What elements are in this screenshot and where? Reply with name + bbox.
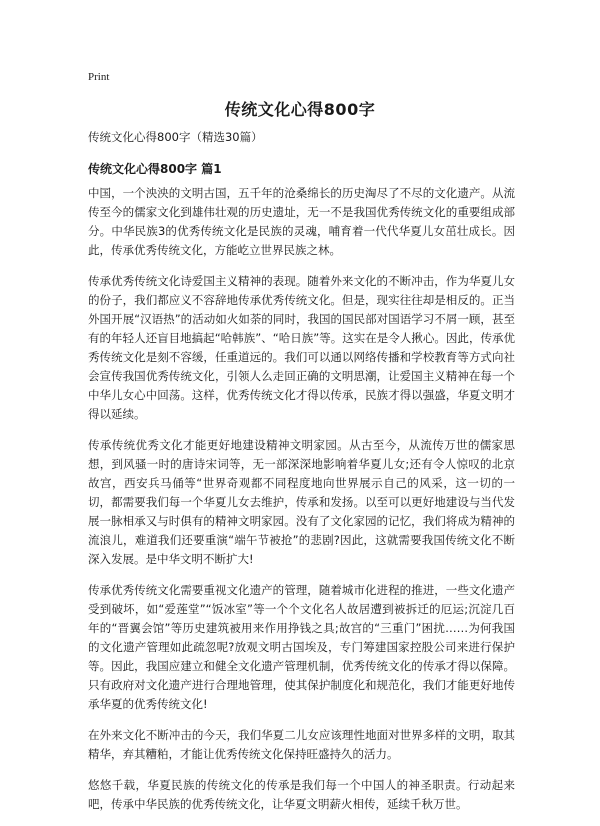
paragraph-3: 传承传统优秀文化才能更好地建设精神文明家园。从古至今，从流传万世的儒家思想，到风骚一时的唐诗宋词等，无一部深深地影响着华夏儿女;还有令人惊叹的北京故宫，西安兵马俑等“世界奇观都不同程度地向世界展示自己的风采，这一切的一切，都需要我们每一个华夏儿女去维护，传承和发扬。以至可以更好地建设与当代发展一脉相承又与时俱有的精神文明家园。没有了文化家园的记忆，我们将成为精神的流浪儿，难道我们还要重演“端午节被抢”的悲剧?因此，这就需要我国传统文化不断深入发展。是中华文明不断扩大! (88, 438, 515, 566)
article-body (88, 184, 515, 826)
paragraph-1: 中国，一个泱泱的文明古国，五千年的沧桑绵长的历史淘尽了不尽的文化遗产。从流传至今的儒家文化到雄伟壮观的历史遗址，无一不是我国优秀传统文化的重要组成部分。中华民族3的优秀传统文化是民族的灵魂，哺育着一代代华夏儿女茁壮成长。因此，传承优秀传统文化，方能屹立世界民族之林。 (88, 186, 515, 257)
paragraph-4: 传承优秀传统文化需要重视文化遗产的管理，随着城市化进程的推进，一些文化遗产受到破坏，如“爱莲堂”“饭冰室”等一个个文化名人故居遭到被拆迁的厄运;沉淀几百年的“晋翼会馆”等历史建筑被用来作用挣钱之具;故宫的“三重门”困扰……为何我国的文化遗产管理如此疏忽呢?放观文明古国埃及，专门筹建国家控股公司来进行保护等。因此，我国应建立和健全文化遗产管理机制，优秀传统文化的传承才得以保障。只有政府对文化遗产进行合理地管理，使其保护制度化和规范化，我们才能更好地传承华夏的优秀传统文化! (88, 583, 515, 711)
paragraph-2: 传承优秀传统文化诗爱国主义精神的表现。随着外来文化的不断冲击，作为华夏儿女的份子，我们都应义不容辞地传承优秀传统文化。但是，现实往往却是相反的。正当外国开展“汉语热”的活动如火如荼的同时，我国的国民部对国语学习不屑一顾，甚至有的年轻人还盲目地搞起“哈韩族”、“哈日族”等。这实在是令人揪心。因此，传承优秀传统文化是刻不容缓，任重道远的。我们可以通以网络传播和学校教育等方式向社会宣传我国优秀传统文化，引领人么走回正确的文明思潮，让爱国主义精神在每一个中华儿女心中回荡。这样，优秀传统文化才得以传承，民族才得以强盛，华夏文明才得以延续。 (88, 274, 515, 421)
print-label[interactable]: Print (88, 71, 110, 83)
page-title: 传统文化心得800字 (224, 100, 376, 119)
paragraph-5: 在外来文化不断冲击的今天，我们华夏二儿女应该理性地面对世界多样的文明，取其精华，弃其糟粕，才能让优秀传统文化保持旺盛持久的活力。 (88, 728, 515, 761)
document-subtitle: 传统文化心得800字（精选30篇） (88, 130, 263, 144)
section-heading: 传统文化心得800字 篇1 (88, 162, 222, 176)
paragraph-6: 悠悠千载，华夏民族的传统文化的传承是我们每一个中国人的神圣职责。行动起来吧，传承中华民族的优秀传统文化，让华夏文明薪火相传，延续千秋万世。 (88, 778, 515, 811)
